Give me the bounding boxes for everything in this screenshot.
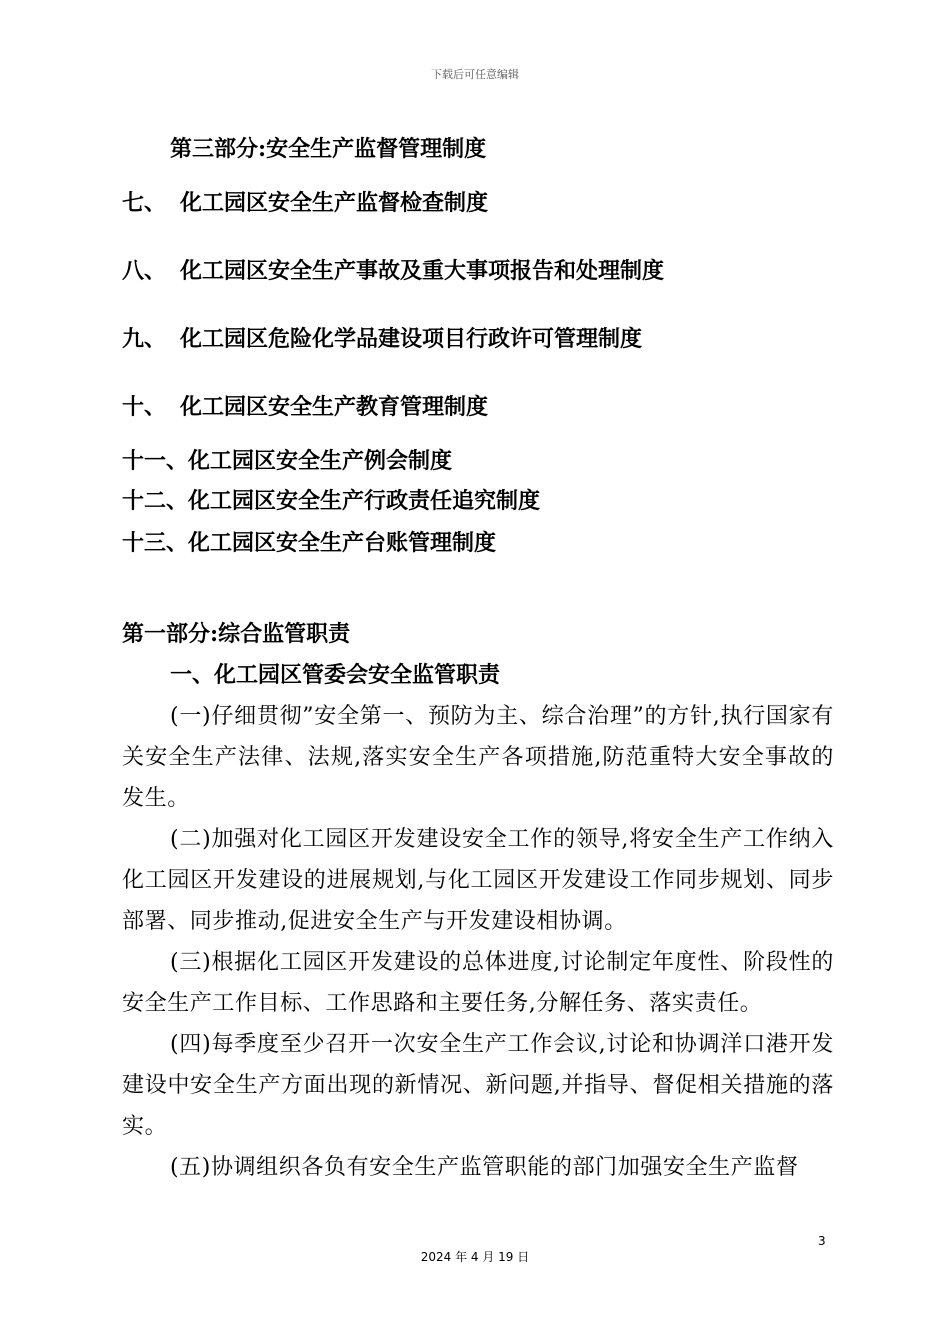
paragraph: (三)根据化工园区开发建设的总体进度,讨论制定年度性、阶段性的安全生产工作目标、工作思路和主要任务,分解任务、落实责任。: [122, 950, 834, 1016]
list-item: [122, 324, 834, 354]
item-number: 八、: [122, 258, 167, 284]
part1-subtitle: 一、化工园区管委会安全监管职责: [170, 662, 501, 688]
paragraph: (四)每季度至少召开一次安全生产工作会议,讨论和协调洋口港开发建设中安全生产方面出现的新情况、新问题,并指导、督促相关措施的落实。: [122, 1032, 834, 1139]
part1-title: 第一部分:综合监管职责: [122, 621, 351, 647]
list-item: 十二、化工园区安全生产行政责任追究制度: [122, 488, 541, 514]
page-number: 3: [818, 1234, 826, 1248]
item-number: 十、: [122, 394, 167, 420]
item-text: 化工园区安全生产教育管理制度: [180, 394, 489, 420]
paragraph: (五)协调组织各负有安全生产监管职能的部门加强安全生产监督: [170, 1155, 799, 1180]
page-header: 下载后可任意编辑: [431, 68, 519, 81]
list-item: [122, 256, 834, 286]
item-text: 化工园区安全生产事故及重大事项报告和处理制度: [180, 258, 665, 284]
list-item: 十一、化工园区安全生产例会制度: [122, 448, 453, 474]
paragraph: (二)加强对化工园区开发建设安全工作的领导,将安全生产工作纳入化工园区开发建设的进展规划,与化工园区开发建设工作同步规划、同步部署、同步推动,促进安全生产与开发建设相协调。: [122, 827, 834, 934]
item-number: 七、: [122, 190, 167, 216]
page-footer-date: 2024 年 4 月 19 日: [420, 1250, 530, 1264]
paragraph: (一)仔细贯彻”安全第一、预防为主、综合治理”的方针,执行国家有关安全生产法律、法规,落实安全生产各项措施,防范重特大安全事故的发生。: [122, 704, 834, 811]
item-number: 九、: [122, 326, 167, 352]
list-item: [122, 188, 834, 218]
part3-title: 第三部分:安全生产监督管理制度: [170, 136, 487, 162]
item-text: 化工园区安全生产监督检查制度: [180, 190, 489, 216]
item-text: 化工园区危险化学品建设项目行政许可管理制度: [180, 326, 643, 352]
list-item: 十三、化工园区安全生产台账管理制度: [122, 530, 497, 556]
list-item: [122, 392, 834, 422]
